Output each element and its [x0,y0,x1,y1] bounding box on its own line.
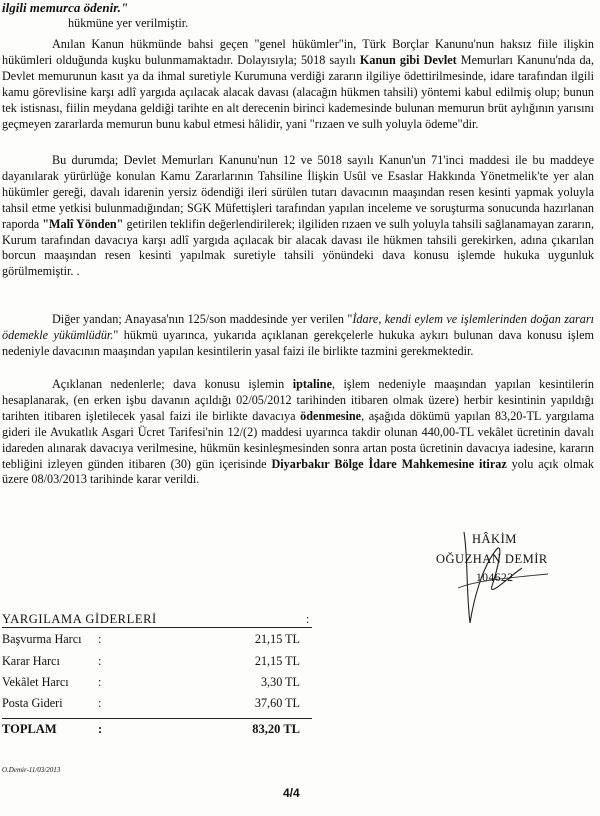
document-footer-note: O.Demir-11/03/2013 [2,766,61,774]
p3-text-b: " hükmü uyarınca, yukarıda açıklanan gerekçelerle hukuka aykırı bulunan dava konusu işlem nedeniyle davacının maaşından yapılan kesintilerin yasal faizi ile birlikte tazmini gerekmektedir. [2,327,594,358]
total-rule [2,718,312,719]
paragraph-constitution [2,312,594,360]
p2-bold-a: "Malî Yönden" [42,216,124,231]
costs-title-colon: : [306,612,310,626]
paragraph-general-provisions [2,37,594,132]
p1-text-a: Anılan Kanun hükmünde bahsi geçen "genel hükümler"in, Türk Borçlar Kanunu'nun haksız fiile ilişkin hükümleri olduğunda kuşku bulunmamaktadır. Dolayısıyla; 5018 sayılı [2,37,594,67]
cost-value: 21,15 TL [254,654,300,668]
costs-title: YARGILAMA GİDERLERİ [2,612,157,626]
cost-value: 3,30 TL [260,675,300,689]
cost-colon: : [98,654,102,668]
quoted-rule-ending: ilgili memurca ödenir." [2,0,129,15]
cost-colon: : [98,632,102,646]
p4-text-d: yolu açık olmak üzere 08/03/2013 tarihinde karar verildi. [2,456,594,487]
total-value: 83,20 TL [252,722,300,736]
p4-text-a: Açıklanan nedenlerle; dava konusu işlemin [52,377,293,391]
p4-bold-annulment: iptaline [292,377,332,391]
cost-value: 21,15 TL [254,632,300,646]
cost-label: Karar Harcı [2,654,60,668]
judge-name: OĞUZHAN DEMİR [436,552,548,566]
cost-label: Vekâlet Harcı [2,675,69,689]
costs-title-rule [2,627,312,628]
quoted-rule-closing: hükmüne yer verilmiştir. [68,16,189,30]
cost-value: 37,60 TL [254,696,300,710]
cost-colon: : [98,696,102,710]
p1-bold-a: Kanun gibi Devlet [359,52,457,67]
page-number: 4/4 [283,786,300,800]
judge-title: HÂKİM [472,532,517,546]
cost-colon: : [98,675,102,689]
p3-italic-quote: İdare, kendi eylem ve işlemlerinden doğan zararı ödemekle yükümlüdür. [2,312,595,342]
p4-text-c: , aşağıda dökümü yapılan 83,20-TL yargılama gideri ile Avukatlık Asgari Ücret Tarifesi'nin 12/(2) maddesi uyarınca takdir olunan 440,00-TL vekâlet ücretinin davalı idareden alınarak davacıya verilmesine, hükmün kesinleşmesinden sonra artan posta ücretinin davacıya iadesine, kararın tebliğini izleyen günden itibaren (30) gün içerisinde [2,408,594,471]
p2-text-b: getirilen teklifin değerlendirilerek; ilgiliden rızaen ve sulh yoluyla tahsili sağlanamayan zararın, Kurum tarafından davacıya karşı adlî yargıda açılacak bir alacak davası ile hükmen tahsili gerekirken, adına çıkarılan borcun maaşından resen kesinti yapılmak suretiyle tahsili yönündeki dava konusu işlemde hukuka uygunluk görülmemiştir. . [2,216,594,279]
p4-bold-payment: ödenmesine [300,408,362,423]
judge-signature-block [418,528,588,638]
judge-registry-number: 104622 [476,572,514,584]
total-colon: : [98,722,103,736]
p3-text-a: Diğer yandan; Anayasa'nın 125/son maddesinde yer verilen " [52,312,353,326]
cost-label: Başvurma Harcı [2,632,82,646]
p4-bold-appeal-court: Diyarbakır Bölge İdare Mahkemesine itiraz [271,456,507,471]
paragraph-ruling [2,377,594,488]
total-label: TOPLAM [2,722,57,736]
p1-text-b: Memurları Kanunu'nda da, Devlet memurunun kasıt ya da ihmal suretiyle Kurumuna verdiği zararın ilgiliye ödettirilmesinde, idare tarafından ilgili kamu görevlisine karşı adlî yargıda açılacak alacak davası (alacağın hükmen tahsili) yöntemi kabul edilmiş olup; bunun tek istisnası, fiilin meydana geldiği tarihte en alt derecenin birinci kademesinde bulunan memurun brüt aylığının yarısını geçmeyen zararlarda memurun bunu kabul etmesi hâlidir, yani "rızaen ve sulh yoluyla ödeme"dir. [2,52,595,131]
paragraph-in-this-case [2,153,594,280]
p4-text-b: , işlem nedeniyle maaşından yapılan kesintilerin hesaplanarak, (en erken işbu davanın açıldığı 02/05/2012 tarihinden itibaren olmak üzere) herbir kesintinin yapıldığı tarihten itibaren işletilecek yasal faizi ile birlikte davacıya [2,377,595,423]
cost-label: Posta Gideri [2,696,63,710]
p2-text-a: Bu durumda; Devlet Memurları Kanunu'nun 12 ve 5018 sayılı Kanun'un 71'inci maddesi ile bu maddeye dayanılarak yürürlüğe konulan Kamu Zararlarının Tahsiline İlişkin Usûl ve Esaslar Hakkında Yönetmelik'te yer alan hükümler gereği, davalı idarenin yersiz ödendiği ileri sürülen tutarı davacının maaşından resen kesinti yapmak yoluyla tahsil etme yetkisi bulunmadığından; SGK Müfettişleri tarafından yapılan inceleme ve soruşturma sonucunda hazırlanan raporda [2,153,594,231]
